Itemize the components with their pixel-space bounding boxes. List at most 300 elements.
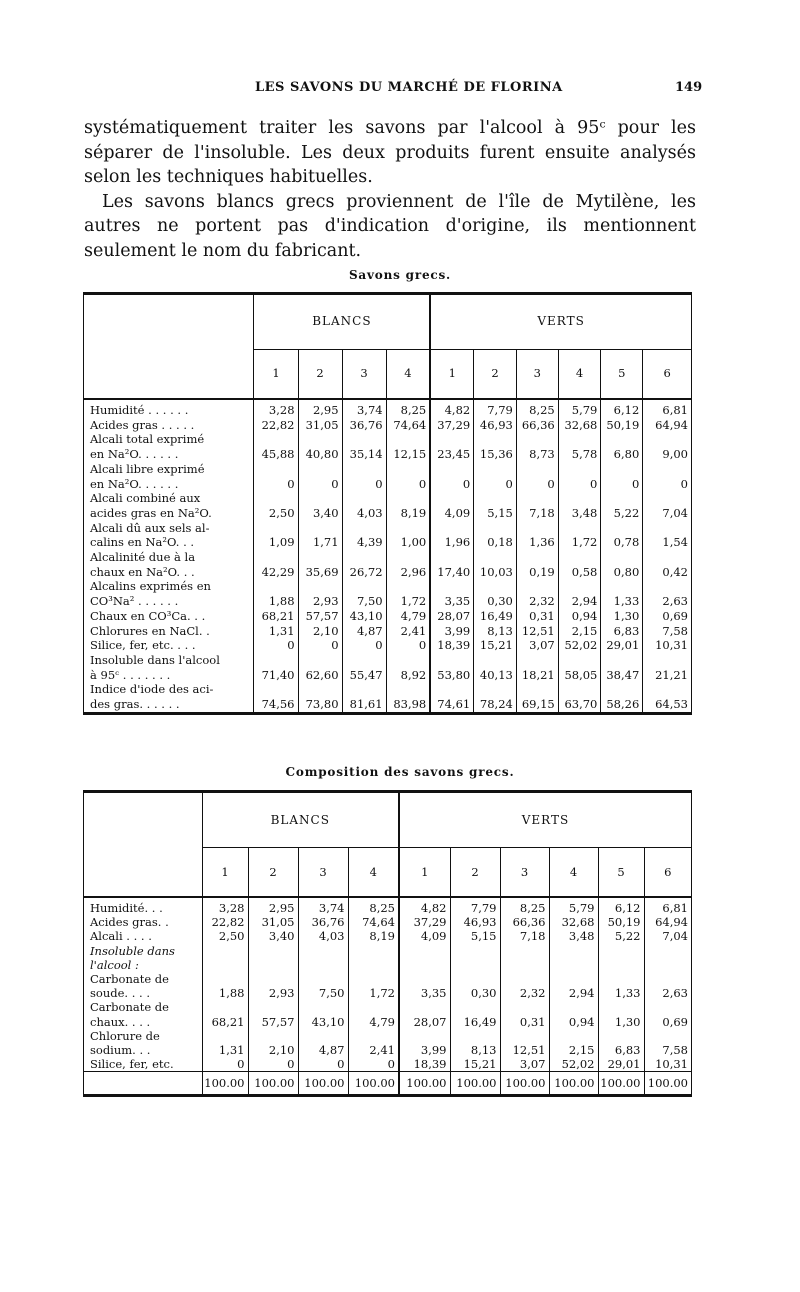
row-label-line: soude. . . . (90, 986, 150, 1001)
table-cell: 2,96 (386, 550, 430, 579)
table-row (84, 609, 691, 624)
table2-col-number: 3 (500, 847, 549, 897)
row-label-line: Alcali . . . . (90, 929, 152, 944)
row-label-line: acides gras en Na²O. (90, 505, 212, 520)
table-row (84, 403, 691, 418)
table-cell: 62,60 (298, 653, 342, 682)
table2-caption: Composition des savons grecs. (285, 765, 515, 779)
table-cell: 73,80 (298, 682, 342, 711)
total-cell: 100.00 (500, 1072, 549, 1095)
table-cell: 7,04 (644, 929, 691, 943)
row-label-line: Indice d'iode des aci- (90, 682, 214, 697)
table-cell: 6,80 (601, 432, 643, 461)
total-cell: 100.00 (450, 1072, 500, 1095)
row-label (84, 653, 254, 682)
table-cell: 23,45 (430, 432, 473, 461)
table-cell: 0 (601, 462, 643, 491)
table2-col-number: 1 (202, 847, 248, 897)
table-cell: 0,30 (450, 972, 500, 1000)
row-label-line: Alcali libre exprimé (90, 461, 205, 476)
table-cell: 3,74 (342, 403, 386, 418)
table-cell: 3,35 (430, 579, 473, 608)
table-cell: 4,87 (298, 1029, 348, 1057)
row-label-line: Silice, fer, etc. (90, 1057, 174, 1072)
table-cell: 3,74 (298, 901, 348, 915)
table-cell (598, 944, 644, 972)
row-label-line: l'alcool : (90, 957, 139, 972)
table-cell: 8,73 (516, 432, 558, 461)
table-cell: 4,82 (399, 901, 450, 915)
table-cell: 1,33 (601, 579, 643, 608)
table-row (84, 579, 691, 608)
table2-group-blancs: BLANCS (202, 793, 399, 847)
table1-caption: Savons grecs. (348, 268, 452, 282)
table-cell: 0 (386, 462, 430, 491)
table-cell: 78,24 (474, 682, 517, 711)
table-cell: 8,25 (500, 901, 549, 915)
row-label (84, 491, 254, 520)
table-cell: 2,93 (298, 579, 342, 608)
table-row (84, 491, 691, 520)
table-cell: 6,83 (598, 1029, 644, 1057)
table-cell: 2,50 (254, 491, 298, 520)
table-cell: 0 (643, 462, 691, 491)
row-label-line: chaux en Na²O. . . (90, 564, 195, 579)
table-cell: 10,03 (474, 550, 517, 579)
table1-col-number: 2 (298, 349, 342, 399)
row-label (84, 929, 202, 943)
table-cell: 12,15 (386, 432, 430, 461)
row-label-line: Humidité . . . . . . (90, 403, 189, 417)
table-cell: 1,31 (202, 1029, 248, 1057)
table-cell: 29,01 (598, 1057, 644, 1072)
table-cell: 3,40 (248, 929, 298, 943)
table-cell: 6,83 (601, 624, 643, 639)
table-cell: 66,36 (500, 915, 549, 929)
table-cell (348, 944, 399, 972)
table-cell: 16,49 (450, 1000, 500, 1028)
total-cell: 100.00 (202, 1072, 248, 1095)
table-cell: 3,99 (399, 1029, 450, 1057)
table-cell: 8,92 (386, 653, 430, 682)
table-cell: 7,58 (643, 624, 691, 639)
table-cell: 74,61 (430, 682, 473, 711)
table2-col-number: 4 (348, 847, 399, 897)
table-row (84, 638, 691, 653)
table-cell: 0,30 (474, 579, 517, 608)
table-cell: 0,58 (558, 550, 601, 579)
total-cell: 100.00 (248, 1072, 298, 1095)
intro-text (84, 116, 696, 263)
table-cell: 7,18 (516, 491, 558, 520)
table-cell: 8,25 (386, 403, 430, 418)
table-cell: 50,19 (598, 915, 644, 929)
table-cell: 0 (430, 462, 473, 491)
table-row (84, 550, 691, 579)
running-title: LES SAVONS DU MARCHÉ DE FLORINA (255, 80, 563, 95)
table-cell: 74,64 (386, 418, 430, 433)
table1-group-verts: VERTS (430, 295, 691, 349)
row-label-line: Insoluble dans (90, 943, 175, 958)
table-cell: 6,12 (601, 403, 643, 418)
row-label (84, 638, 254, 653)
table-row (84, 432, 691, 461)
total-cell: 100.00 (644, 1072, 691, 1095)
table-cell: 17,40 (430, 550, 473, 579)
table2-col-number: 1 (399, 847, 450, 897)
row-label (84, 972, 202, 1000)
row-label (84, 609, 254, 624)
table-cell: 63,70 (558, 682, 601, 711)
row-label-line: des gras. . . . . . (90, 697, 180, 712)
intro-paragraph-1: systématiquement traiter les savons par l'alcool à 95ᶜ pour les séparer de l'insoluble. Les deux produits furent ensuite analysés selon les techniques habituelles. (84, 118, 696, 187)
table-cell: 2,41 (348, 1029, 399, 1057)
table2-col-number: 3 (298, 847, 348, 897)
table-cell: 7,50 (342, 579, 386, 608)
row-label-line: Carbonate de (90, 972, 169, 987)
table1-savons-grecs (84, 295, 691, 712)
table-cell: 0 (202, 1057, 248, 1072)
table-cell: 53,80 (430, 653, 473, 682)
table-cell: 38,47 (601, 653, 643, 682)
table-cell: 8,13 (474, 624, 517, 639)
table-row (84, 1000, 691, 1028)
table-cell: 6,81 (644, 901, 691, 915)
row-label (84, 418, 254, 433)
table-cell: 4,03 (298, 929, 348, 943)
table1-col-number: 4 (558, 349, 601, 399)
table-cell: 0 (254, 462, 298, 491)
table-cell: 8,19 (348, 929, 399, 943)
table1-col-number: 3 (342, 349, 386, 399)
table-cell: 1,30 (601, 609, 643, 624)
table-cell: 26,72 (342, 550, 386, 579)
table1-col-number: 4 (386, 349, 430, 399)
table-cell: 18,39 (399, 1057, 450, 1072)
table-row (84, 972, 691, 1000)
row-label-line: Carbonate de (90, 1000, 169, 1015)
table-row (84, 682, 691, 711)
table-cell: 0,69 (644, 1000, 691, 1028)
table-cell: 68,21 (202, 1000, 248, 1028)
table-row (84, 901, 691, 915)
table-row (84, 418, 691, 433)
table-cell: 5,22 (598, 929, 644, 943)
table-cell: 4,09 (399, 929, 450, 943)
intro-paragraph-2: Les savons blancs grecs proviennent de l'île de Mytilène, les autres ne portent pas d'indication d'origine, ils mentionnent seulement le nom du fabricant. (84, 191, 696, 261)
table-cell: 45,88 (254, 432, 298, 461)
row-label-line: calins en Na²O. . . (90, 535, 195, 550)
table-cell: 0 (558, 462, 601, 491)
table-cell: 1,96 (430, 521, 473, 550)
table-row (84, 624, 691, 639)
table-cell: 1,71 (298, 521, 342, 550)
table-cell: 43,10 (342, 609, 386, 624)
table-cell: 1,31 (254, 624, 298, 639)
table-cell: 0 (474, 462, 517, 491)
table2-composition (84, 793, 691, 1094)
table-cell: 36,76 (342, 418, 386, 433)
table-cell: 8,13 (450, 1029, 500, 1057)
table-cell: 2,10 (248, 1029, 298, 1057)
table-cell: 69,15 (516, 682, 558, 711)
table-cell: 0,80 (601, 550, 643, 579)
table1-col-number: 1 (430, 349, 473, 399)
table-cell: 2,95 (298, 403, 342, 418)
row-label-line: Insoluble dans l'alcool (90, 652, 220, 667)
table-cell: 1,00 (386, 521, 430, 550)
row-label (84, 521, 254, 550)
table-cell: 8,25 (516, 403, 558, 418)
table-cell: 5,78 (558, 432, 601, 461)
table-cell: 21,21 (643, 653, 691, 682)
table-cell: 52,02 (558, 638, 601, 653)
table1-col-number: 2 (474, 349, 517, 399)
table-cell: 1,72 (348, 972, 399, 1000)
row-label-line: Alcalinité due à la (90, 550, 196, 565)
table-cell: 4,03 (342, 491, 386, 520)
table-cell: 58,05 (558, 653, 601, 682)
table-cell: 0 (516, 462, 558, 491)
table-cell: 7,58 (644, 1029, 691, 1057)
table-cell: 15,21 (474, 638, 517, 653)
table-row (84, 1057, 691, 1072)
table-cell: 2,32 (516, 579, 558, 608)
table-cell: 0 (342, 462, 386, 491)
row-label-line: Acides gras . . . . . (90, 417, 195, 432)
table-cell: 9,00 (643, 432, 691, 461)
table-cell: 12,51 (500, 1029, 549, 1057)
table2-col-number: 5 (598, 847, 644, 897)
table-cell (549, 944, 598, 972)
table1-col-number: 1 (254, 349, 298, 399)
table-cell: 5,22 (601, 491, 643, 520)
table-cell: 5,15 (450, 929, 500, 943)
table-cell: 46,93 (450, 915, 500, 929)
table-cell: 7,79 (450, 901, 500, 915)
row-label (84, 432, 254, 461)
table-cell: 16,49 (474, 609, 517, 624)
table-cell: 64,94 (643, 418, 691, 433)
table-cell: 2,63 (643, 579, 691, 608)
table-cell: 7,18 (500, 929, 549, 943)
row-label (84, 624, 254, 639)
table2-col-number: 2 (450, 847, 500, 897)
table-cell: 1,88 (254, 579, 298, 608)
table-cell: 29,01 (601, 638, 643, 653)
table-cell: 1,33 (598, 972, 644, 1000)
row-label (84, 1000, 202, 1028)
table-cell: 18,21 (516, 653, 558, 682)
table-cell: 46,93 (474, 418, 517, 433)
table-cell: 28,07 (399, 1000, 450, 1028)
table2-frame (83, 790, 692, 1097)
table-cell: 3,99 (430, 624, 473, 639)
table-cell: 2,41 (386, 624, 430, 639)
table-cell: 15,21 (450, 1057, 500, 1072)
row-label (84, 550, 254, 579)
table-cell: 0 (298, 462, 342, 491)
table-cell: 2,50 (202, 929, 248, 943)
table-cell: 3,48 (558, 491, 601, 520)
table-cell: 2,15 (549, 1029, 598, 1057)
table-cell (450, 944, 500, 972)
table-cell: 7,50 (298, 972, 348, 1000)
table-cell: 83,98 (386, 682, 430, 711)
table-cell: 2,63 (644, 972, 691, 1000)
table-cell: 8,19 (386, 491, 430, 520)
table-cell: 31,05 (248, 915, 298, 929)
row-label-line: CO³Na² . . . . . . (90, 594, 179, 609)
table-cell: 0,42 (643, 550, 691, 579)
table-cell: 7,04 (643, 491, 691, 520)
table-cell: 6,12 (598, 901, 644, 915)
table-cell: 5,79 (558, 403, 601, 418)
table-cell (248, 944, 298, 972)
table-cell: 0 (298, 638, 342, 653)
table-cell: 3,48 (549, 929, 598, 943)
table-cell: 0 (254, 638, 298, 653)
row-label-line: Alcali dû aux sels al- (90, 520, 210, 535)
total-cell: 100.00 (348, 1072, 399, 1095)
table-cell: 6,81 (643, 403, 691, 418)
table-cell: 3,40 (298, 491, 342, 520)
table-cell: 4,79 (348, 1000, 399, 1028)
table-cell: 31,05 (298, 418, 342, 433)
table-cell: 0 (386, 638, 430, 653)
row-label (84, 915, 202, 929)
table-cell: 5,15 (474, 491, 517, 520)
table-cell: 0,19 (516, 550, 558, 579)
table-cell: 81,61 (342, 682, 386, 711)
table-cell: 0,94 (558, 609, 601, 624)
table-cell: 0,69 (643, 609, 691, 624)
table1-col-number: 5 (601, 349, 643, 399)
table1-frame (83, 292, 692, 715)
row-label-line: chaux. . . . (90, 1014, 151, 1029)
table-cell: 4,79 (386, 609, 430, 624)
table2-col-number: 2 (248, 847, 298, 897)
table-cell: 0,18 (474, 521, 517, 550)
table-cell: 2,15 (558, 624, 601, 639)
row-label-line: Silice, fer, etc. . . . (90, 638, 196, 653)
table-row (84, 944, 691, 972)
table-cell: 40,80 (298, 432, 342, 461)
row-label-line: Chlorure de (90, 1028, 160, 1043)
table2-label-header-spacer (84, 847, 202, 897)
table-cell: 4,87 (342, 624, 386, 639)
table-cell (202, 944, 248, 972)
table-cell: 37,29 (430, 418, 473, 433)
table-cell: 22,82 (254, 418, 298, 433)
table-cell: 1,30 (598, 1000, 644, 1028)
row-label-line: Alcali total exprimé (90, 432, 205, 447)
table-cell: 1,09 (254, 521, 298, 550)
table-cell: 57,57 (298, 609, 342, 624)
table-cell: 2,10 (298, 624, 342, 639)
total-cell: 100.00 (549, 1072, 598, 1095)
table-cell: 1,36 (516, 521, 558, 550)
table-cell: 2,94 (549, 972, 598, 1000)
row-label (84, 682, 254, 711)
table-cell: 7,79 (474, 403, 517, 418)
table-cell (644, 944, 691, 972)
totals-label (84, 1072, 202, 1095)
table-cell: 1,88 (202, 972, 248, 1000)
row-label-line: Chaux en CO³Ca. . . (90, 608, 206, 623)
table-cell: 3,07 (500, 1057, 549, 1072)
table-row (84, 653, 691, 682)
table-cell: 58,26 (601, 682, 643, 711)
table-cell: 22,82 (202, 915, 248, 929)
table-cell: 0 (298, 1057, 348, 1072)
table-cell: 4,09 (430, 491, 473, 520)
table-cell: 35,14 (342, 432, 386, 461)
table-cell: 0,31 (500, 1000, 549, 1028)
table-cell: 32,68 (558, 418, 601, 433)
table-cell: 4,39 (342, 521, 386, 550)
table-cell: 0,94 (549, 1000, 598, 1028)
table2-group-verts: VERTS (399, 793, 691, 847)
row-label (84, 901, 202, 915)
table-cell: 2,94 (558, 579, 601, 608)
table-cell: 2,95 (248, 901, 298, 915)
row-label-line: à 95ᶜ . . . . . . . (90, 667, 171, 682)
table-cell: 3,35 (399, 972, 450, 1000)
table-cell: 71,40 (254, 653, 298, 682)
total-cell: 100.00 (298, 1072, 348, 1095)
table-cell: 64,94 (644, 915, 691, 929)
table-row (84, 462, 691, 491)
table-cell: 3,07 (516, 638, 558, 653)
table-cell: 35,69 (298, 550, 342, 579)
table1-col-number: 6 (643, 349, 691, 399)
table-cell: 0 (348, 1057, 399, 1072)
row-label-line: en Na²O. . . . . . (90, 447, 179, 462)
row-label (84, 1029, 202, 1057)
row-label (84, 403, 254, 418)
table1-col-number: 3 (516, 349, 558, 399)
row-label-line: en Na²O. . . . . . (90, 476, 179, 491)
page-number: 149 (675, 80, 703, 95)
table-cell: 57,57 (248, 1000, 298, 1028)
table-cell: 1,72 (386, 579, 430, 608)
table-cell: 68,21 (254, 609, 298, 624)
table-cell: 32,68 (549, 915, 598, 929)
table1-group-blancs: BLANCS (254, 295, 430, 349)
table-cell: 50,19 (601, 418, 643, 433)
table-cell: 1,54 (643, 521, 691, 550)
totals-row (84, 1072, 691, 1095)
table-cell: 66,36 (516, 418, 558, 433)
table-cell: 8,25 (348, 901, 399, 915)
table-cell: 55,47 (342, 653, 386, 682)
table-cell: 0 (342, 638, 386, 653)
table-cell: 40,13 (474, 653, 517, 682)
row-label (84, 462, 254, 491)
table-cell: 36,76 (298, 915, 348, 929)
table2-label-header (84, 793, 202, 847)
table-cell: 1,72 (558, 521, 601, 550)
table-cell: 0,31 (516, 609, 558, 624)
table2-col-number: 6 (644, 847, 691, 897)
table-cell: 64,53 (643, 682, 691, 711)
table-row (84, 915, 691, 929)
table-cell: 42,29 (254, 550, 298, 579)
row-label (84, 1057, 202, 1072)
row-label (84, 579, 254, 608)
table-cell: 2,32 (500, 972, 549, 1000)
